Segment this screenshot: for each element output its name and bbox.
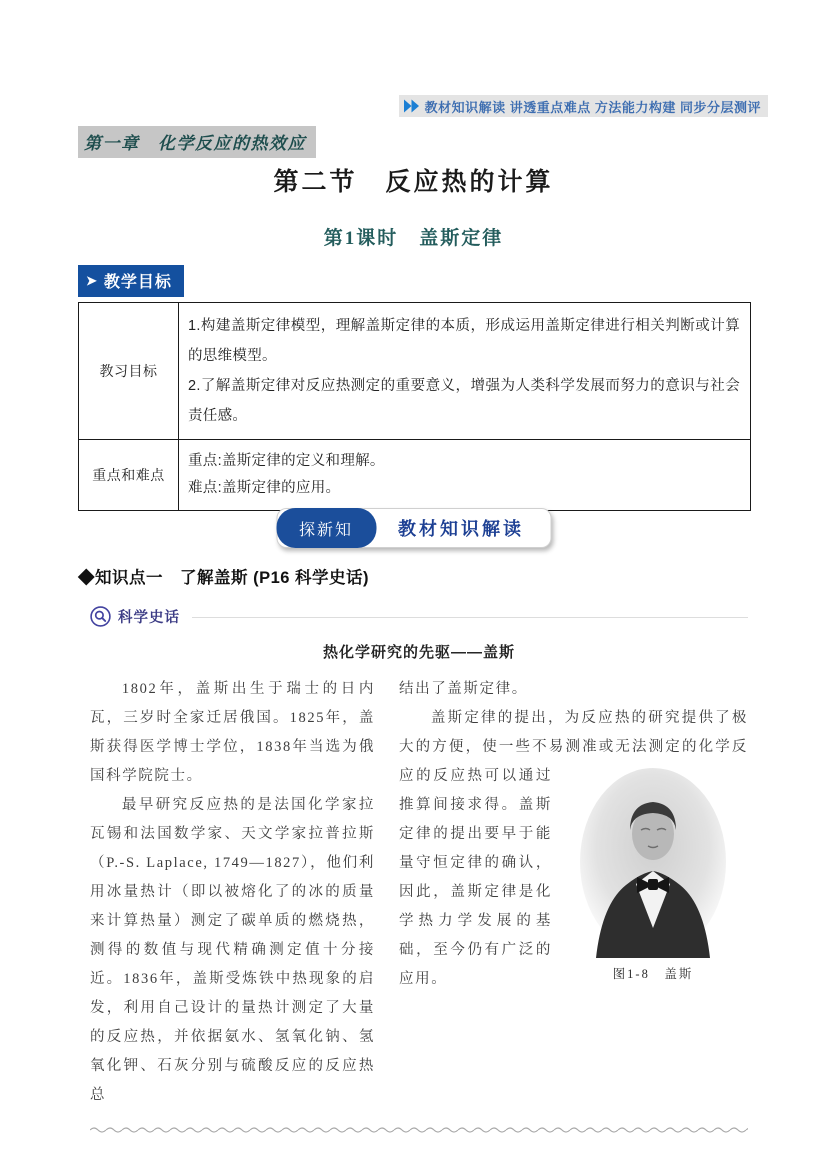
hess-portrait-figure bbox=[558, 766, 748, 982]
paragraph-with-figure bbox=[399, 704, 748, 994]
difficulty-line: 难点:盖斯定律的应用。 bbox=[188, 480, 341, 496]
header-tagline-strip bbox=[399, 95, 768, 117]
double-chevron-icon bbox=[403, 99, 420, 113]
wavy-divider bbox=[90, 1120, 748, 1138]
table-row bbox=[79, 440, 751, 511]
science-story-section bbox=[90, 606, 748, 1138]
figure-caption: 图1-8 盖斯 bbox=[612, 967, 694, 981]
right-column bbox=[399, 675, 748, 1110]
row-content-goals bbox=[179, 303, 751, 440]
goal-line: 2.了解盖斯定律对反应热测定的重要意义，增强为人类科学发展而努力的意识与社会责任感。 bbox=[188, 378, 740, 424]
teaching-goal-table bbox=[78, 302, 751, 511]
row-label-key-points: 重点和难点 bbox=[79, 440, 179, 511]
chapter-banner: 第一章 化学反应的热效应 bbox=[78, 126, 316, 158]
hess-portrait bbox=[578, 766, 728, 958]
science-story-title: 热化学研究的先驱——盖斯 bbox=[322, 644, 515, 661]
divider-line bbox=[192, 617, 748, 618]
knowledge-point-heading: ◆知识点一 了解盖斯 (P16 科学史话) bbox=[78, 569, 370, 587]
key-point-line: 重点:盖斯定律的定义和理解。 bbox=[188, 453, 385, 469]
paragraph-text: 盖斯定律的提出，为反应热的研究提供了极大的方便，使一些不易测准或无法测定的化学反应的反应热可以通过推算间接求得。盖斯定律的提出要早于能量守恒定律的确认，因此，盖斯定律是化学热力学发展的基础，至今仍有广泛的应用。 bbox=[399, 710, 748, 987]
teaching-goal-label: 教学目标 bbox=[103, 274, 172, 291]
magnifier-icon bbox=[90, 606, 111, 627]
lesson-title: 第1课时 盖斯定律 bbox=[323, 228, 504, 249]
two-column-text bbox=[90, 675, 748, 1110]
paragraph: 1802年，盖斯出生于瑞士的日内瓦，三岁时全家迁居俄国。1825年，盖斯获得医学博士学位，1838年当选为俄国科学院院士。 bbox=[90, 681, 375, 784]
explore-pill-right: 教材知识解读 bbox=[398, 519, 524, 539]
explore-pill-left: 探新知 bbox=[276, 508, 376, 548]
goal-line: 1.构建盖斯定律模型，理解盖斯定律的本质，形成运用盖斯定律进行相关判断或计算的思维模型。 bbox=[188, 318, 740, 364]
explore-badge bbox=[276, 508, 551, 548]
section-title: 第二节 反应热的计算 bbox=[273, 168, 554, 196]
science-story-label: 科学史话 bbox=[118, 610, 180, 626]
teaching-goal-badge bbox=[78, 265, 184, 297]
arrow-right-icon: ➤ bbox=[86, 273, 98, 288]
paragraph: 结出了盖斯定律。 bbox=[399, 681, 528, 697]
left-column bbox=[90, 675, 375, 1110]
float-spacer bbox=[748, 704, 749, 762]
table-row bbox=[79, 303, 751, 440]
row-label-goals: 教习目标 bbox=[79, 303, 179, 440]
header-tagline: 教材知识解读 讲透重点难点 方法能力构建 同步分层测评 bbox=[424, 99, 761, 115]
paragraph: 最早研究反应热的是法国化学家拉瓦锡和法国数学家、天文学家拉普拉斯（P.-S. Laplace, 1749—1827），他们利用冰量热计（即以被熔化了的冰的质量来计算热量）测定了碳单质的燃烧热，测得的数值与现代精确测定值十分接近。1836年，盖斯受炼铁中热现象的启发，利用自己设计的量热计测定了大量的反应热，并依据氨水、氢氧化钠、氢氧化钾、石灰分别与硫酸反应的反应热总 bbox=[90, 797, 375, 1103]
row-content-key-points bbox=[179, 440, 751, 511]
science-story-header bbox=[90, 606, 748, 627]
